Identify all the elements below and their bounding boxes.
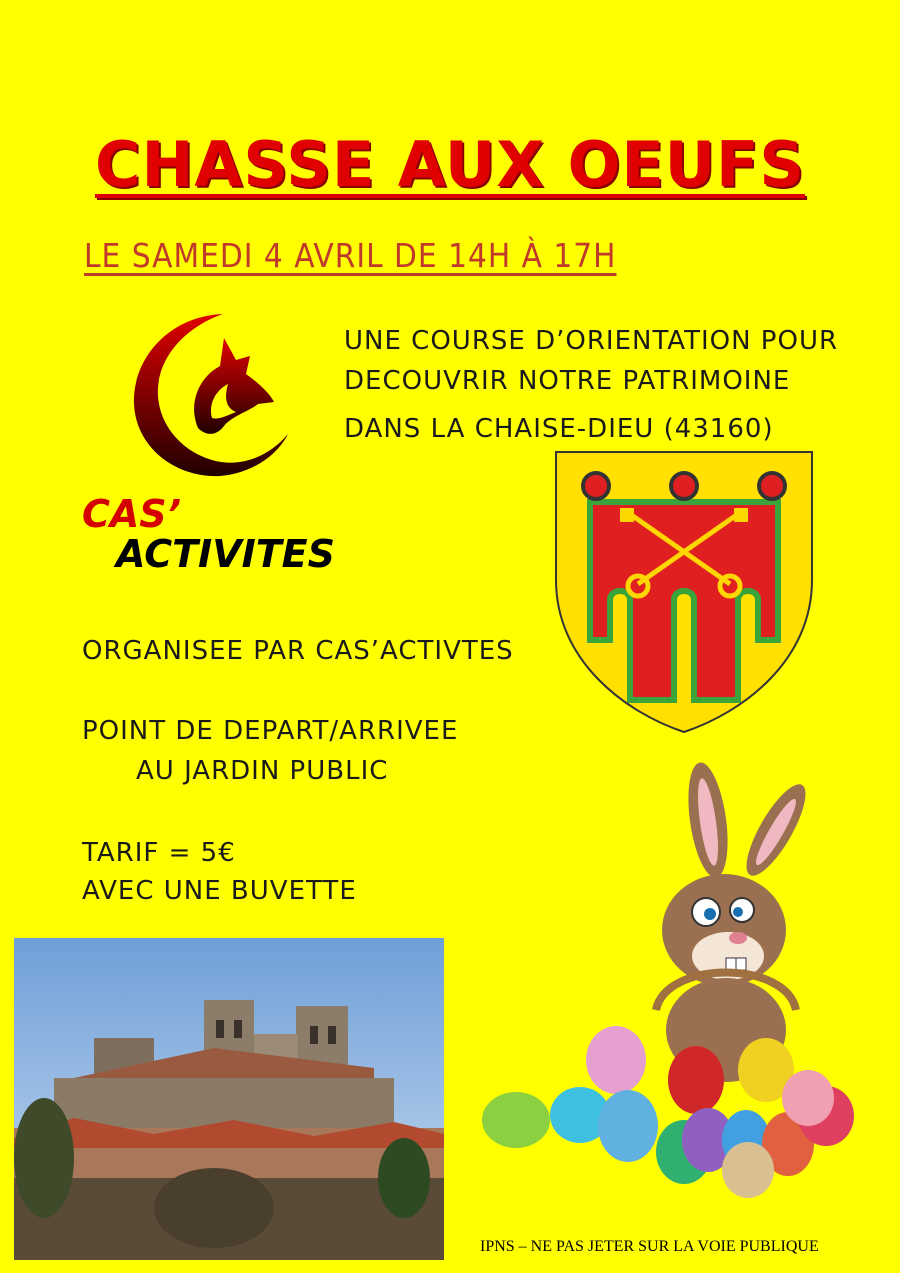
price-line-2: AVEC UNE BUVETTE <box>82 876 357 906</box>
organiser-text: ORGANISEE PAR CAS’ACTIVTES <box>82 636 514 666</box>
brand-activites: ACTIVITES <box>116 532 335 576</box>
event-date: LE SAMEDI 4 AVRIL DE 14H À 17H <box>84 236 617 275</box>
page-title: CHASSE AUX OEUFS <box>94 128 806 201</box>
brand-cas: CAS’ <box>82 492 182 536</box>
wolf-logo-icon <box>128 308 298 480</box>
price-line-1: TARIF = 5€ <box>82 838 236 868</box>
departure-line-2: AU JARDIN PUBLIC <box>136 756 389 786</box>
coat-of-arms-icon <box>554 450 814 734</box>
description-line-2: DECOUVRIR NOTRE PATRIMOINE <box>344 366 791 396</box>
easter-bunny-icon <box>476 760 866 1200</box>
departure-line-1: POINT DE DEPART/ARRIVEE <box>82 716 459 746</box>
description-line-3: DANS LA CHAISE-DIEU (43160) <box>344 414 774 444</box>
abbey-photo <box>14 938 444 1260</box>
description-line-1: UNE COURSE D’ORIENTATION POUR <box>344 326 839 356</box>
footer-notice: IPNS – NE PAS JETER SUR LA VOIE PUBLIQUE <box>480 1238 819 1255</box>
